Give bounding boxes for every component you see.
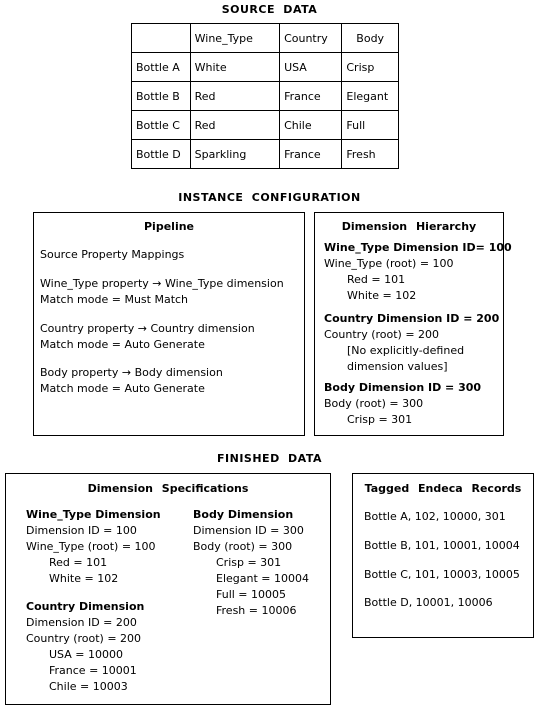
country-dimension-heading: Country Dimension (26, 600, 145, 613)
dimension-specifications-box (5, 473, 331, 705)
body-root: Body (root) = 300 (193, 540, 293, 553)
dimension-value: Fresh = 10006 (216, 604, 297, 617)
pipeline-box (33, 212, 305, 436)
list-item: Bottle C, 101, 10003, 10005 (364, 568, 520, 581)
mapping-line: Country property → Country dimension (40, 322, 255, 335)
country-dimension-heading: Country Dimension ID = 200 (324, 312, 500, 325)
mapping-line: Body property → Body dimension (40, 366, 223, 379)
tagged-records-box (352, 473, 534, 638)
table-header-cell: Body (342, 24, 399, 53)
table-cell: White (190, 53, 279, 82)
table-cell: Chile (280, 111, 342, 140)
dimension-hierarchy-box (314, 212, 512, 436)
dimension-value: France = 10001 (49, 664, 137, 677)
dimension-id: Dimension ID = 300 (193, 524, 304, 537)
table-row (132, 82, 399, 111)
table-header-cell: Country (280, 24, 342, 53)
list-item: Bottle A, 102, 10000, 301 (364, 510, 506, 523)
pipeline-title: Pipeline (144, 220, 194, 233)
table-row (132, 111, 399, 140)
wine-type-dimension-heading: Wine_Type Dimension ID= 100 (324, 241, 512, 254)
finished-data-heading: FINISHED DATA (217, 452, 322, 465)
table-header-row (132, 24, 399, 53)
dimension-specifications-title: Dimension Specifications (87, 482, 249, 495)
table-cell: Bottle B (132, 82, 191, 111)
wine-type-root: Wine_Type (root) = 100 (324, 257, 454, 270)
source-data-table (131, 23, 399, 169)
table-cell: Bottle C (132, 111, 191, 140)
table-cell: Bottle D (132, 140, 191, 169)
country-note: [No explicitly-defined (347, 344, 465, 357)
body-dimension-heading: Body Dimension ID = 300 (324, 381, 482, 394)
dimension-value: Crisp = 301 (347, 413, 413, 426)
dimension-value: Red = 101 (347, 273, 406, 286)
table-cell: Elegant (342, 82, 399, 111)
table-cell: Bottle A (132, 53, 191, 82)
table-cell: Red (190, 111, 279, 140)
body-root: Body (root) = 300 (324, 397, 424, 410)
dimension-id: Dimension ID = 100 (26, 524, 137, 537)
dimension-hierarchy-title: Dimension Hierarchy (341, 220, 477, 233)
table-row (132, 53, 399, 82)
wine-type-dimension-heading: Wine_Type Dimension (26, 508, 161, 521)
mappings-label: Source Property Mappings (40, 248, 185, 261)
list-item: Bottle B, 101, 10001, 10004 (364, 539, 520, 552)
mapping-match-mode: Match mode = Auto Generate (40, 382, 205, 395)
wine-type-root: Wine_Type (root) = 100 (26, 540, 156, 553)
dimension-value: Chile = 10003 (49, 680, 128, 693)
dimension-value: Crisp = 301 (216, 556, 282, 569)
table-row (132, 140, 399, 169)
country-note: dimension values] (347, 360, 448, 373)
table-cell: Red (190, 82, 279, 111)
tagged-records-title: Tagged Endeca Records (364, 482, 522, 495)
country-root: Country (root) = 200 (26, 632, 142, 645)
table-cell: Sparkling (190, 140, 279, 169)
table-cell: Full (342, 111, 399, 140)
body-dimension-heading: Body Dimension (193, 508, 294, 521)
dimension-value: White = 102 (347, 289, 417, 302)
dimension-value: USA = 10000 (49, 648, 123, 661)
mapping-match-mode: Match mode = Must Match (40, 293, 189, 306)
country-root: Country (root) = 200 (324, 328, 440, 341)
dimension-id: Dimension ID = 200 (26, 616, 137, 629)
dimension-value: White = 102 (49, 572, 119, 585)
table-cell: Crisp (342, 53, 399, 82)
source-data-heading: SOURCE DATA (221, 3, 318, 16)
table-cell: Fresh (342, 140, 399, 169)
list-item: Bottle D, 10001, 10006 (364, 596, 493, 609)
instance-configuration-heading: INSTANCE CONFIGURATION (178, 191, 361, 204)
dimension-value: Elegant = 10004 (216, 572, 309, 585)
table-cell: France (280, 82, 342, 111)
mapping-line: Wine_Type property → Wine_Type dimension (40, 277, 284, 290)
dimension-value: Red = 101 (49, 556, 108, 569)
table-cell: France (280, 140, 342, 169)
mapping-match-mode: Match mode = Auto Generate (40, 338, 205, 351)
dimension-value: Full = 10005 (216, 588, 287, 601)
table-header-cell (132, 24, 191, 53)
table-cell: USA (280, 53, 342, 82)
table-header-cell: Wine_Type (190, 24, 279, 53)
